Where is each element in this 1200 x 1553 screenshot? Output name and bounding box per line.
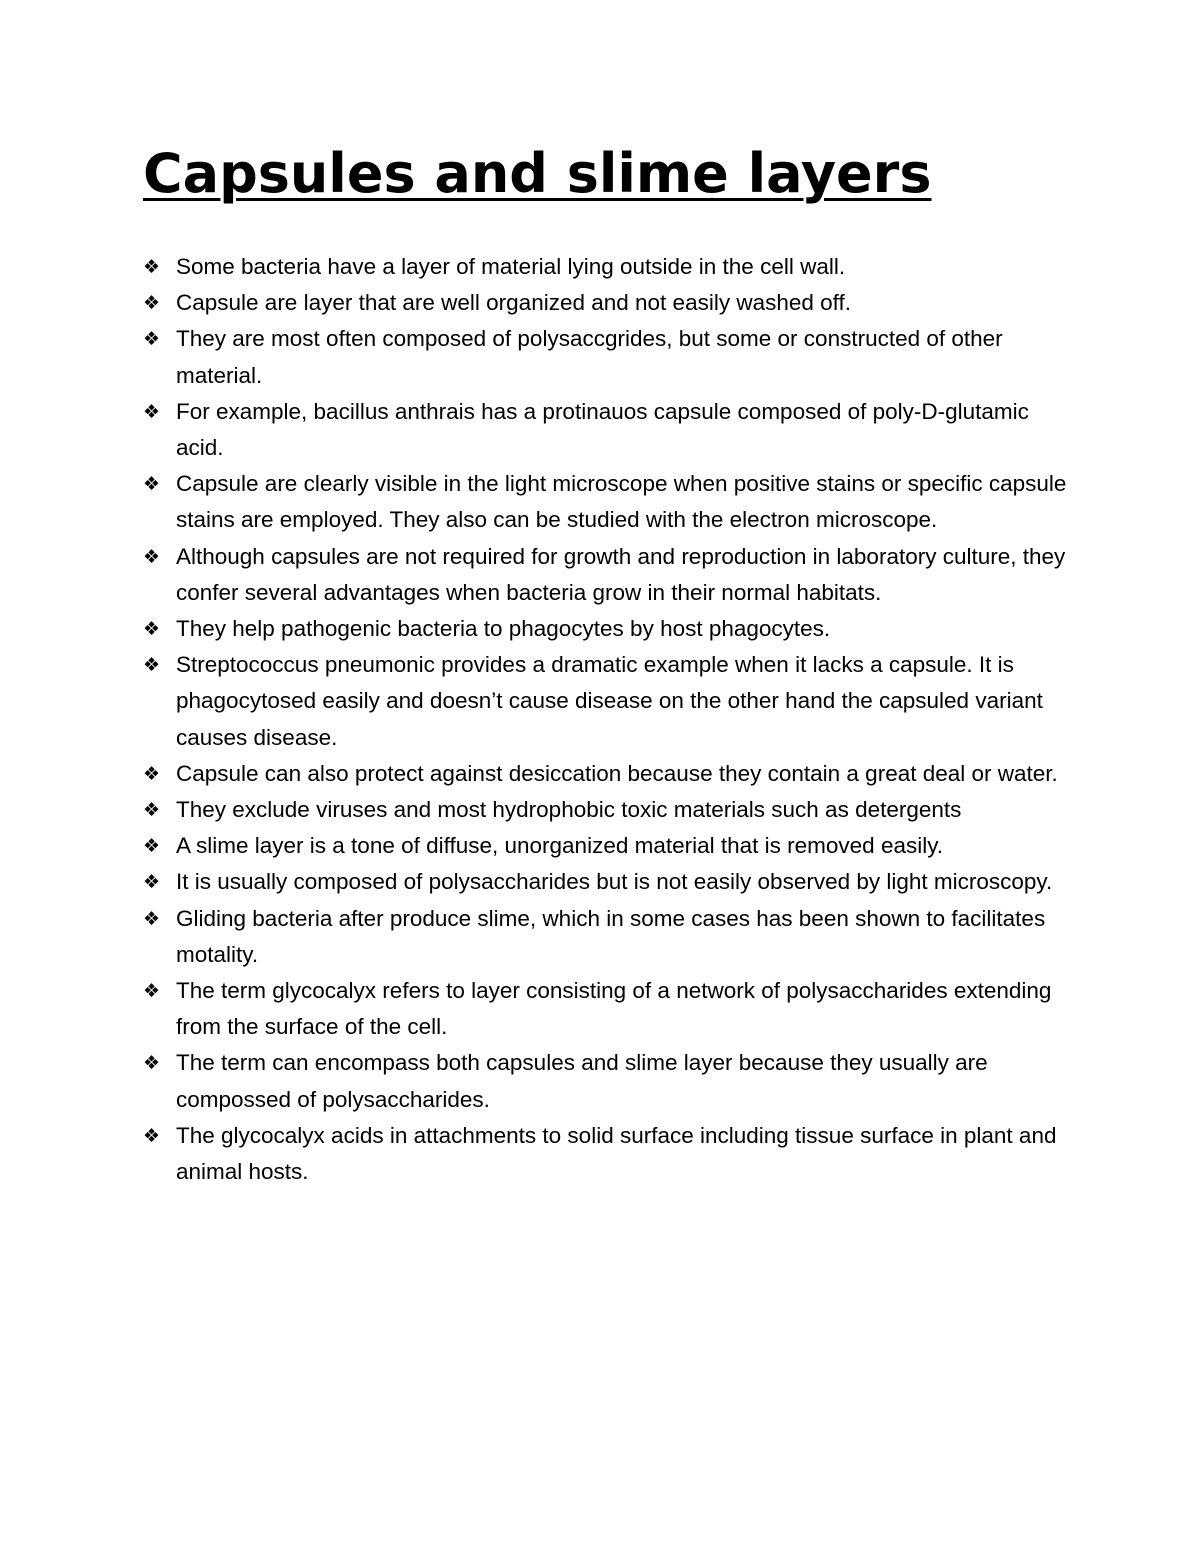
list-item [143, 901, 1073, 973]
list-item-text: Capsule can also protect against desiccation because they contain a great deal or water. [176, 760, 1058, 786]
four-diamond-bullet-icon: ❖ [143, 545, 161, 568]
list-item-text: It is usually composed of polysaccharides but is not easily observed by light microscopy. [176, 869, 1053, 895]
list-item-text: Gliding bacteria after produce slime, which in some cases has been shown to facilitates motality. [176, 905, 1046, 967]
list-item [143, 285, 1073, 321]
list-item-text: Capsule are layer that are well organized and not easily washed off. [176, 290, 851, 316]
four-diamond-bullet-icon: ❖ [143, 1124, 161, 1147]
list-item-text: Streptococcus pneumonic provides a dramatic example when it lacks a capsule. It is phagocytosed easily and doesn’t cause disease on the other hand the capsuled variant causes disease. [176, 652, 1043, 750]
four-diamond-bullet-icon: ❖ [143, 762, 161, 785]
list-item [143, 828, 1073, 864]
list-item-text: They exclude viruses and most hydrophobic toxic materials such as detergents [176, 797, 962, 823]
list-item [143, 466, 1073, 538]
four-diamond-bullet-icon: ❖ [143, 799, 161, 822]
four-diamond-bullet-icon: ❖ [143, 292, 161, 315]
four-diamond-bullet-icon: ❖ [143, 400, 161, 423]
list-item-text: Capsule are clearly visible in the light microscope when positive stains or specific capsule stains are employed. They also can be studied with the electron microscope. [176, 471, 1067, 533]
list-item-text: The glycocalyx acids in attachments to solid surface including tissue surface in plant and animal hosts. [176, 1122, 1057, 1185]
list-item [143, 321, 1073, 393]
list-item [143, 249, 1073, 285]
list-item-text: Although capsules are not required for growth and reproduction in laboratory culture, they confer several advantages when bacteria grow in their normal habitats. [176, 543, 1066, 605]
four-diamond-bullet-icon: ❖ [143, 328, 161, 351]
list-item [143, 611, 1073, 647]
list-item-text: They help pathogenic bacteria to phagocytes by host phagocytes. [176, 616, 831, 642]
four-diamond-bullet-icon: ❖ [143, 835, 161, 858]
list-item [143, 756, 1073, 792]
list-item [143, 864, 1073, 900]
list-item [143, 539, 1073, 611]
four-diamond-bullet-icon: ❖ [143, 871, 161, 894]
four-diamond-bullet-icon: ❖ [143, 980, 161, 1003]
list-item [143, 973, 1073, 1045]
bullet-list [143, 249, 1073, 1190]
list-item [143, 1045, 1073, 1117]
list-item-text: For example, bacillus anthrais has a protinauos capsule composed of poly-D-glutamic acid. [176, 398, 1029, 461]
four-diamond-bullet-icon: ❖ [143, 473, 161, 496]
list-item [143, 792, 1073, 828]
list-item-text: The term can encompass both capsules and slime layer because they usually are compossed of polysaccharides. [176, 1050, 988, 1112]
list-item-text: The term glycocalyx refers to layer consisting of a network of polysaccharides extending from the surface of the cell. [176, 978, 1052, 1040]
list-item-text: A slime layer is a tone of diffuse, unorganized material that is removed easily. [176, 833, 944, 859]
four-diamond-bullet-icon: ❖ [143, 1052, 161, 1075]
page-title: Capsules and slime layers [143, 142, 932, 205]
list-item-text: Some bacteria have a layer of material lying outside in the cell wall. [176, 254, 846, 279]
list-item-text: They are most often composed of polysaccgrides, but some or constructed of other material. [176, 326, 1003, 388]
four-diamond-bullet-icon: ❖ [143, 618, 161, 641]
list-item [143, 394, 1073, 466]
four-diamond-bullet-icon: ❖ [143, 654, 161, 677]
list-item [143, 1118, 1073, 1190]
list-item [143, 647, 1073, 756]
four-diamond-bullet-icon: ❖ [143, 256, 161, 278]
four-diamond-bullet-icon: ❖ [143, 907, 161, 930]
